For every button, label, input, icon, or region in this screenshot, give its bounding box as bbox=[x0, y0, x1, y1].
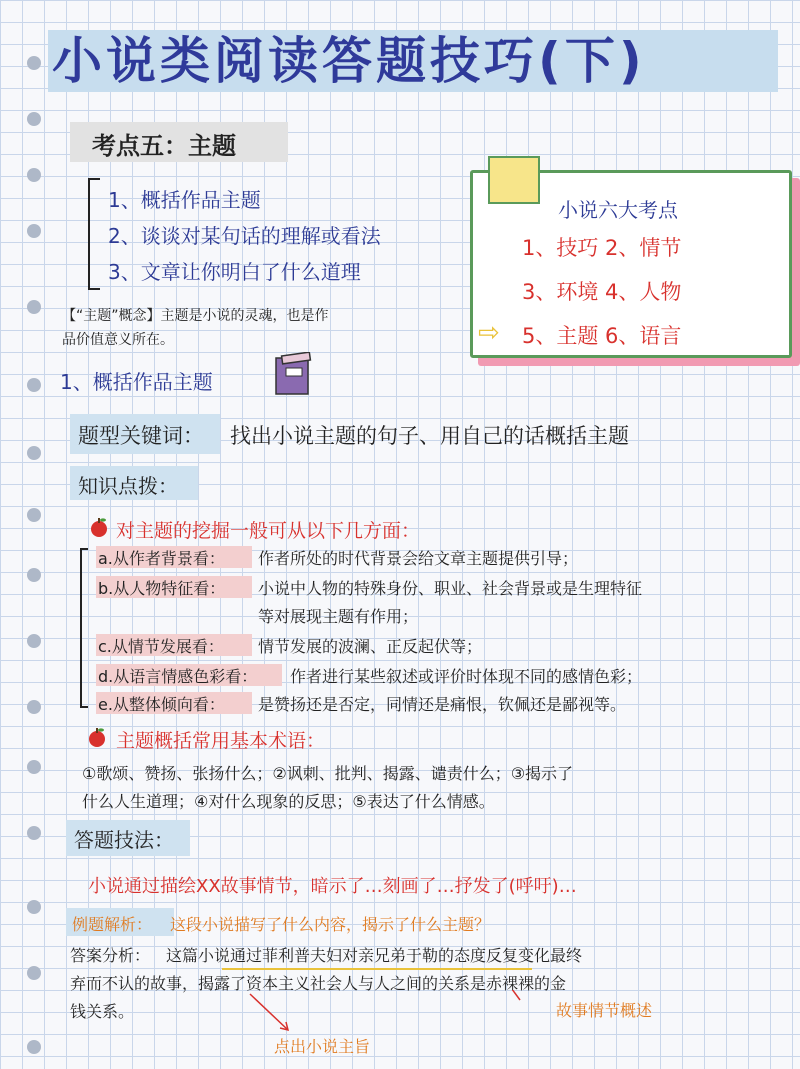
bracket bbox=[88, 178, 100, 290]
arrow-icon: ⇨ bbox=[478, 318, 500, 348]
book-icon bbox=[272, 352, 314, 396]
aspect-bracket bbox=[80, 548, 88, 708]
note-plot-summary: 故事情节概述 bbox=[556, 1001, 653, 1020]
method-label: 答题技法： bbox=[74, 828, 174, 852]
binder-hole bbox=[27, 112, 41, 126]
keyword-label: 题型关键词： bbox=[78, 424, 204, 448]
binder-hole bbox=[27, 168, 41, 182]
binder-hole bbox=[27, 966, 41, 980]
terms-heading: 主题概括常用基本术语： bbox=[116, 730, 326, 752]
concept-line-1: 【“主题”概念】主题是小说的灵魂，也是作 bbox=[62, 308, 329, 324]
binder-hole bbox=[27, 56, 41, 70]
sticky-tab bbox=[488, 156, 540, 204]
sticky-row-2: 3、环境 4、人物 bbox=[522, 280, 682, 304]
subsection-heading: 1、概括作品主题 bbox=[60, 370, 213, 394]
dig-heading: 对主题的挖掘一般可从以下几方面： bbox=[116, 520, 421, 542]
binder-hole bbox=[27, 634, 41, 648]
aspect-c-label: c.从情节发展看： bbox=[98, 637, 224, 656]
binder-hole bbox=[27, 568, 41, 582]
binder-hole bbox=[27, 1040, 41, 1054]
apple-icon bbox=[88, 516, 110, 538]
knowledge-label: 知识点拨： bbox=[78, 474, 178, 498]
binder-hole bbox=[27, 700, 41, 714]
answer-line-1: 这篇小说通过菲利普夫妇对亲兄弟于勒的态度反复变化最终 bbox=[166, 946, 583, 965]
apple-icon bbox=[86, 726, 108, 748]
example-text: 这段小说描写了什么内容，揭示了什么主题？ bbox=[170, 915, 491, 934]
answer-line-2: 弃而不认的故事，揭露了资本主义社会人与人之间的关系是赤裸裸的金 bbox=[70, 974, 567, 993]
binder-hole bbox=[27, 300, 41, 314]
sticky-row-1: 1、技巧 2、情节 bbox=[522, 236, 682, 260]
binder-hole bbox=[27, 378, 41, 392]
aspect-a-text: 作者所处的时代背景会给文章主题提供引导； bbox=[258, 549, 579, 568]
question-type-1: 1、概括作品主题 bbox=[108, 188, 261, 212]
aspect-b-text-cont: 等对展现主题有作用； bbox=[258, 607, 419, 626]
terms-line-1: ①歌颂、赞扬、张扬什么；②讽刺、批判、揭露、谴责什么；③揭示了 bbox=[82, 764, 574, 783]
aspect-d-label: d.从语言情感色彩看： bbox=[98, 667, 258, 686]
aspect-e-text: 是赞扬还是否定，同情还是痛恨，钦佩还是鄙视等。 bbox=[258, 695, 627, 714]
page-title: 小说类阅读答题技巧(下) bbox=[52, 32, 646, 90]
binder-hole bbox=[27, 508, 41, 522]
question-type-3: 3、文章让你明白了什么道理 bbox=[108, 260, 361, 284]
binder-hole bbox=[27, 446, 41, 460]
keyword-text: 找出小说主题的句子、用自己的话概括主题 bbox=[230, 424, 629, 448]
aspect-e-label: e.从整体倾向看： bbox=[98, 695, 225, 714]
binder-hole bbox=[27, 900, 41, 914]
concept-line-2: 品价值意义所在。 bbox=[62, 332, 174, 348]
annotation-arrows bbox=[240, 990, 540, 1040]
aspect-b-label: b.从人物特征看： bbox=[98, 579, 226, 598]
binder-hole bbox=[27, 224, 41, 238]
example-label: 例题解析： bbox=[72, 915, 153, 934]
sticky-title: 小说六大考点 bbox=[558, 198, 678, 222]
aspect-a-label: a.从作者背景看： bbox=[98, 549, 225, 568]
binder-hole bbox=[27, 826, 41, 840]
binder-hole bbox=[27, 760, 41, 774]
answer-line-3: 钱关系。 bbox=[70, 1002, 135, 1021]
question-type-2: 2、谈谈对某句话的理解或看法 bbox=[108, 224, 381, 248]
aspect-d-text: 作者进行某些叙述或评价时体现不同的感情色彩； bbox=[290, 667, 643, 686]
section-heading: 考点五：主题 bbox=[92, 132, 236, 160]
note-theme: 点出小说主旨 bbox=[274, 1037, 371, 1056]
method-text: 小说通过描绘XX故事情节，暗示了…刻画了…抒发了(呼吁)… bbox=[88, 876, 577, 897]
aspect-b-text: 小说中人物的特殊身份、职业、社会背景或是生理特征 bbox=[258, 579, 643, 598]
aspect-c-text: 情节发展的波澜、正反起伏等； bbox=[258, 637, 483, 656]
sticky-row-3: 5、主题 6、语言 bbox=[522, 324, 682, 348]
terms-line-2: 什么人生道理；④对什么现象的反思；⑤表达了什么情感。 bbox=[82, 792, 495, 811]
answer-label: 答案分析： bbox=[70, 946, 151, 965]
